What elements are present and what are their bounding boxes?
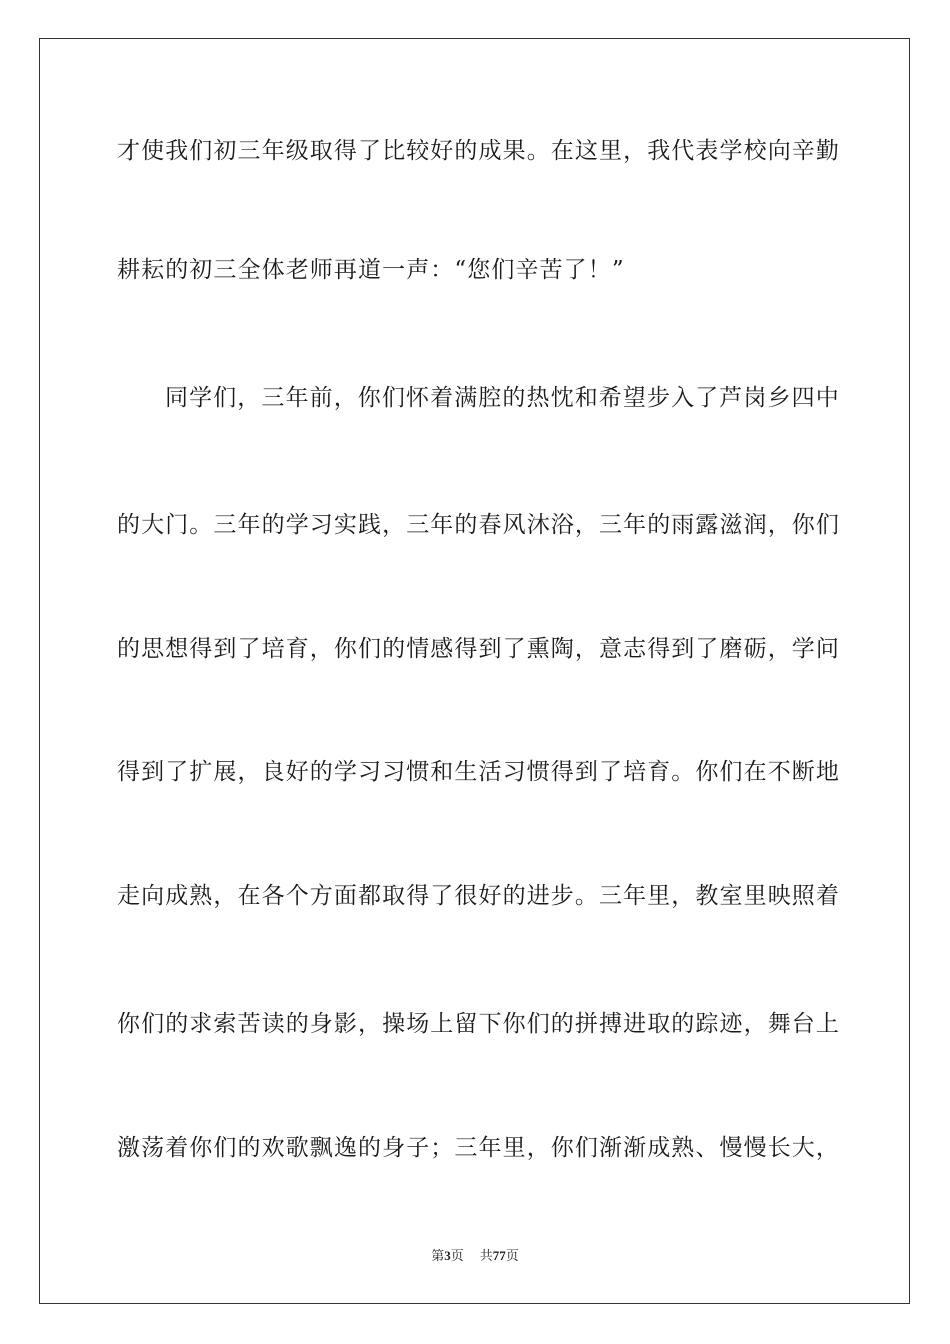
- page-suffix: 页: [450, 1248, 464, 1263]
- text-line-5: 的思想得到了培育，你们的情感得到了熏陶，意志得到了磨砺，学问: [117, 636, 840, 662]
- total-prefix: 共: [479, 1248, 493, 1263]
- text-line-1: 才使我们初三年级取得了比较好的成果。在这里，我代表学校向辛勤: [117, 138, 840, 164]
- text-line-6: 得到了扩展，良好的学习习惯和生活习惯得到了培育。你们在不断地: [117, 759, 840, 785]
- text-line-2: 耕耘的初三全体老师再道一声：“您们辛苦了！”: [117, 257, 625, 283]
- page-footer: [0, 1247, 950, 1265]
- total-pages: 77: [492, 1248, 506, 1263]
- text-line-7: 走向成熟，在各个方面都取得了很好的进步。三年里，教室里映照着: [117, 883, 840, 909]
- text-line-9: 激荡着你们的欢歌飘逸的身子；三年里，你们渐渐成熟、慢慢长大，: [117, 1135, 840, 1161]
- page-prefix: 第: [431, 1248, 445, 1263]
- text-line-3-paragraph-start: 同学们，三年前，你们怀着满腔的热忱和希望步入了芦岗乡四中: [165, 385, 840, 411]
- total-suffix: 页: [505, 1248, 519, 1263]
- text-line-8: 你们的求索苦读的身影，操场上留下你们的拼搏进取的踪迹，舞台上: [117, 1011, 840, 1037]
- page-border: [39, 38, 910, 1304]
- text-line-4: 的大门。三年的学习实践，三年的春风沐浴，三年的雨露滋润，你们: [117, 512, 840, 538]
- page-number: 3: [444, 1248, 451, 1263]
